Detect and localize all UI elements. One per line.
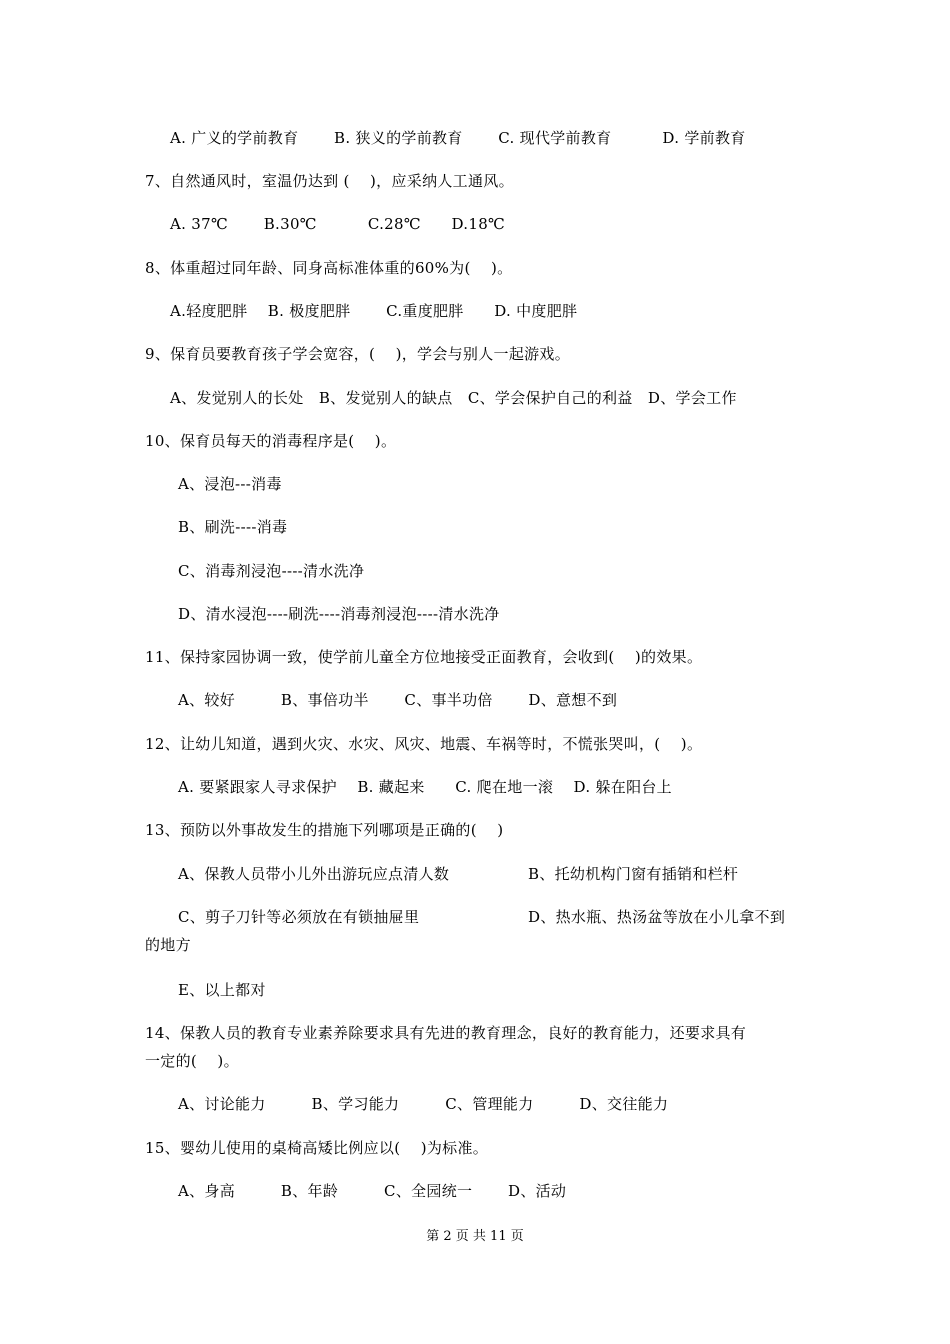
q9-stem: 9、保育员要教育孩子学会宽容，( )，学会与别人一起游戏。	[145, 345, 571, 363]
q15-options: A、身高 B、年龄 C、全园统一 D、活动	[178, 1182, 567, 1200]
q13-stem: 13、预防以外事故发生的措施下列哪项是正确的( )	[145, 821, 504, 839]
page-footer: 第 2 页 共 11 页	[426, 1229, 524, 1244]
q11-stem: 11、保持家园协调一致，使学前儿童全方位地接受正面教育，会收到( )的效果。	[145, 648, 703, 666]
q14-stem-line1: 14、保教人员的教育专业素养除要求具有先进的教育理念，良好的教育能力，还要求具有	[145, 1024, 747, 1042]
q14-stem-line2: 一定的( )。	[145, 1052, 239, 1070]
q13-option-d1: D、热水瓶、热汤盆等放在小儿拿不到	[528, 908, 786, 926]
q14-options: A、讨论能力 B、学习能力 C、管理能力 D、交往能力	[178, 1095, 669, 1113]
q12-options: A. 要紧跟家人寻求保护 B. 藏起来 C. 爬在地一滚 D. 躲在阳台上	[178, 778, 672, 796]
q13-option-a: A、保教人员带小儿外出游玩应点清人数	[178, 865, 450, 883]
q13-option-b: B、托幼机构门窗有插销和栏杆	[528, 865, 739, 883]
q10-option-d: D、清水浸泡----刷洗----消毒剂浸泡----清水洗净	[178, 605, 500, 623]
q8-stem: 8、体重超过同年龄、同身高标准体重的60%为( )。	[145, 259, 513, 277]
q10-stem: 10、保育员每天的消毒程序是( )。	[145, 432, 397, 450]
q13-option-e: E、以上都对	[178, 981, 266, 999]
q13-option-c: C、剪子刀针等必须放在有锁抽屉里	[178, 908, 420, 926]
q12-stem: 12、让幼儿知道，遇到火灾、水灾、风灾、地震、车祸等时，不慌张哭叫，( )。	[145, 735, 703, 753]
q7-stem: 7、自然通风时，室温仍达到 ( )，应采纳人工通风。	[145, 172, 514, 190]
q11-options: A、较好 B、事倍功半 C、事半功倍 D、意想不到	[178, 691, 618, 709]
q10-option-a: A、浸泡---消毒	[178, 475, 282, 493]
q15-stem: 15、婴幼儿使用的桌椅高矮比例应以( )为标准。	[145, 1139, 489, 1157]
q8-options: A.轻度肥胖 B. 极度肥胖 C.重度肥胖 D. 中度肥胖	[170, 302, 578, 320]
q9-options: A、发觉别人的长处 B、发觉别人的缺点 C、学会保护自己的利益 D、学会工作	[170, 389, 737, 407]
q7-options: A. 37℃ B.30℃ C.28℃ D.18℃	[170, 215, 506, 233]
q13-option-d2: 的地方	[145, 936, 191, 954]
q10-option-c: C、消毒剂浸泡----清水洗净	[178, 562, 365, 580]
q10-option-b: B、刷洗----消毒	[178, 518, 288, 536]
q6-options: A. 广义的学前教育 B. 狭义的学前教育 C. 现代学前教育 D. 学前教育	[170, 129, 746, 147]
